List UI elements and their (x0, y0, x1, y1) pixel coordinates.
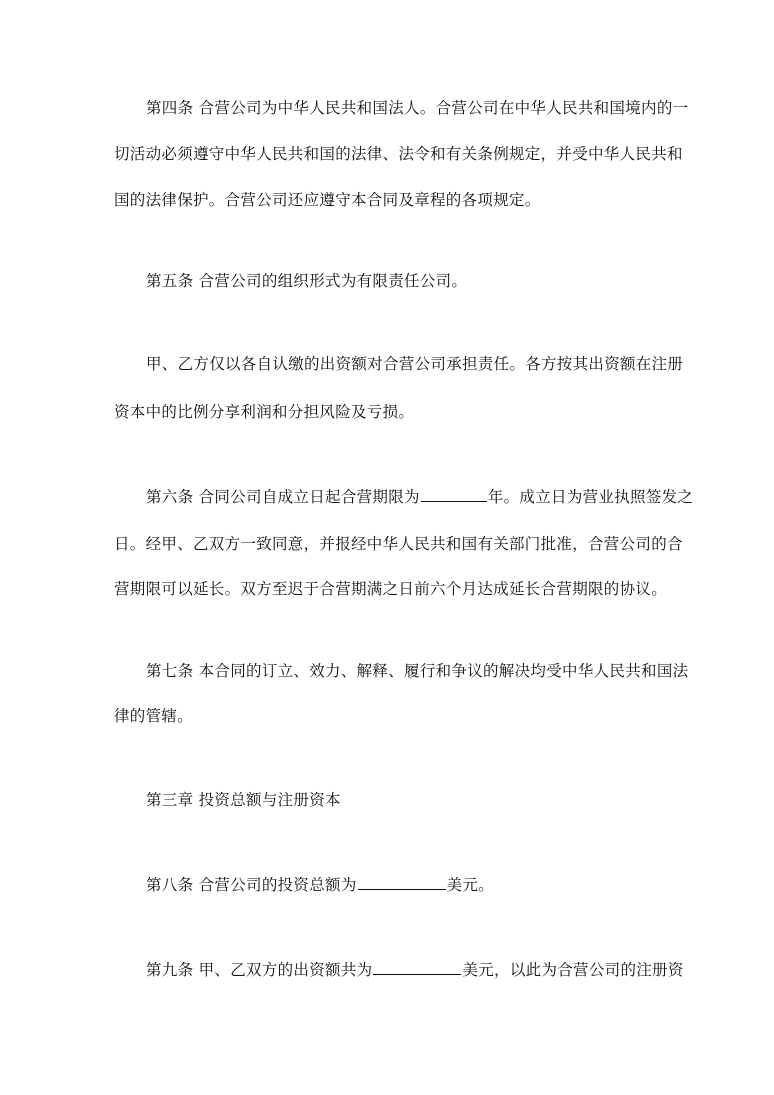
article-6-line-1 (146, 487, 693, 507)
article-6-text-a: 第六条 合同公司自成立日起合营期限为 (146, 488, 420, 506)
article-6-line-2: 日。经甲、乙双方一致同意，并报经中华人民共和国有关部门批准，合营公司的合 (114, 535, 683, 553)
article-4-line-1: 第四条 合营公司为中华人民共和国法人。合营公司在中华人民共和国境内的一 (146, 99, 689, 117)
article-7-line-2: 律的管辖。 (114, 707, 194, 725)
article-4-line-2: 切活动必须遵守中华人民共和国的法律、法令和有关条例规定，并受中华人民共和 (114, 145, 683, 163)
article-6-line-3: 营期限可以延长。双方至迟于合营期满之日前六个月达成延长合营期限的协议。 (114, 580, 668, 598)
article-5-line-1: 第五条 合营公司的组织形式为有限责任公司。 (146, 272, 468, 290)
article-7-line-1: 第七条 本合同的订立、效力、解释、履行和争议的解决均受中华人民共和国法 (146, 662, 689, 680)
liability-line-1: 甲、乙方仅以各自认缴的出资额对合营公司承担责任。各方按其出资额在注册 (146, 355, 684, 373)
article-4-line-3: 国的法律保护。合营公司还应遵守本合同及章程的各项规定。 (114, 191, 541, 209)
article-9-text-a: 第九条 甲、乙双方的出资额共为 (146, 961, 373, 979)
article-8-text-a: 第八条 合营公司的投资总额为 (146, 876, 357, 894)
total-investment-blank[interactable] (358, 875, 446, 890)
article-9-line-1 (146, 960, 684, 980)
term-years-blank[interactable] (421, 487, 487, 502)
capital-contribution-blank[interactable] (373, 960, 461, 975)
article-9-text-b: 美元，以此为合营公司的注册资 (462, 961, 684, 979)
article-6-text-b: 年。成立日为营业执照签发之 (487, 488, 694, 506)
chapter-3-title: 第三章 投资总额与注册资本 (146, 791, 341, 809)
article-8-text-b: 美元。 (446, 876, 495, 894)
liability-line-2: 资本中的比例分享利润和分担风险及亏损。 (114, 403, 415, 421)
article-8-line-1 (146, 875, 494, 895)
